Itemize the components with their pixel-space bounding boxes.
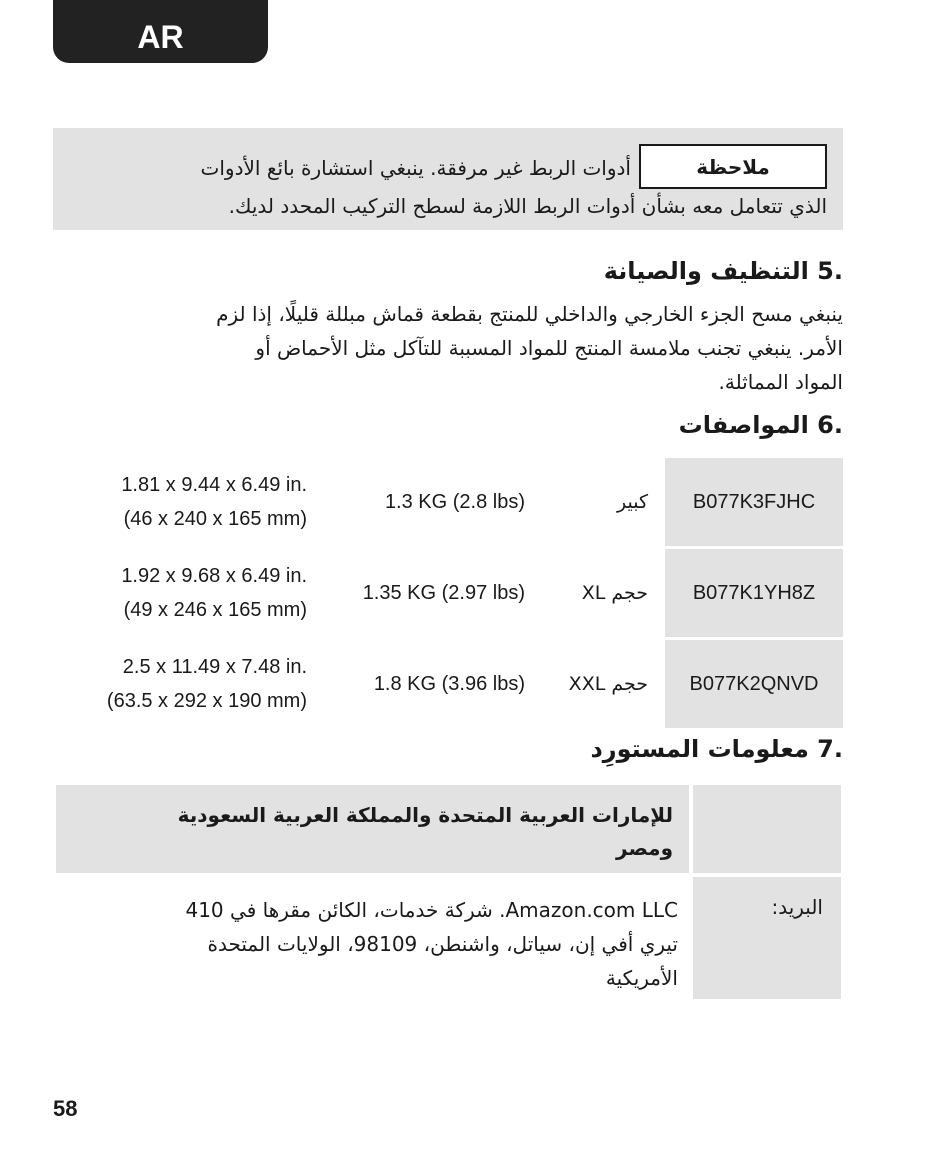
spec-dimensions-inches: 1.92 x 9.68 x 6.49 in. (121, 565, 307, 587)
importer-address-line-2: تيري أفي إن، سياتل، واشنطن، 98109، الولايات المتحدة (207, 932, 678, 956)
spec-dimensions-inches: 2.5 x 11.49 x 7.48 in. (122, 656, 307, 678)
spec-product-code: B077K2QNVD (665, 640, 843, 728)
note-text-line-1: أدوات الربط غير مرفقة. ينبغي استشارة بائع الأدوات (200, 156, 631, 180)
spec-dimensions-inches: 1.81 x 9.44 x 6.49 in. (121, 474, 307, 496)
spec-dimensions (121, 458, 307, 546)
spec-dimensions-mm: (49 x 246 x 165 mm) (123, 599, 307, 621)
spec-dimensions (121, 549, 307, 637)
section-6-heading: .6 المواصفات (678, 411, 843, 439)
importer-header-blank (693, 785, 841, 873)
section-5-line-1: ينبغي مسح الجزء الخارجي والداخلي للمنتج بقطعة قماش مبللة قليلًا، إذا لزم (216, 302, 843, 326)
spec-size: كبير (617, 491, 648, 513)
spec-dimensions-mm: (63.5 x 292 x 190 mm) (106, 690, 307, 712)
importer-region-header (56, 785, 689, 873)
importer-address-line-3: الأمريكية (605, 966, 678, 990)
importer-region-line-2: ومصر (616, 836, 673, 860)
note-label: ملاحظة (639, 144, 827, 189)
language-tab: AR (53, 0, 268, 63)
importer-address (185, 893, 678, 995)
note-text-line-2: الذي تتعامل معه بشأن أدوات الربط اللازمة لسطح التركيب المحدد لديك. (228, 194, 827, 218)
spec-dimensions-mm: (46 x 240 x 165 mm) (123, 508, 307, 530)
spec-weight: 1.35 KG (2.97 lbs) (362, 581, 525, 604)
importer-mail-label: البريد: (693, 877, 841, 999)
page-number: 58 (53, 1096, 78, 1121)
note-box (53, 128, 843, 230)
spec-weight: 1.3 KG (2.8 lbs) (384, 490, 525, 513)
spec-product-code: B077K3FJHC (665, 458, 843, 546)
spec-size: حجم XXL (568, 673, 648, 695)
spec-dimensions (107, 640, 307, 728)
importer-address-line-1: Amazon.com LLC. شركة خدمات، الكائن مقرها في 410 (185, 898, 678, 922)
spec-size: حجم XL (581, 582, 648, 604)
section-5-line-3: المواد المماثلة. (718, 370, 843, 394)
section-7-heading: .7 معلومات المستورِد (590, 735, 843, 763)
section-5-line-2: الأمر. ينبغي تجنب ملامسة المنتج للمواد المسببة للتآكل مثل الأحماض أو (255, 336, 843, 360)
spec-product-code: B077K1YH8Z (665, 549, 843, 637)
section-5-heading: .5 التنظيف والصيانة (603, 257, 843, 285)
importer-region-line-1: للإمارات العربية المتحدة والمملكة العربية السعودية (177, 803, 673, 827)
spec-weight: 1.8 KG (3.96 lbs) (373, 672, 525, 695)
